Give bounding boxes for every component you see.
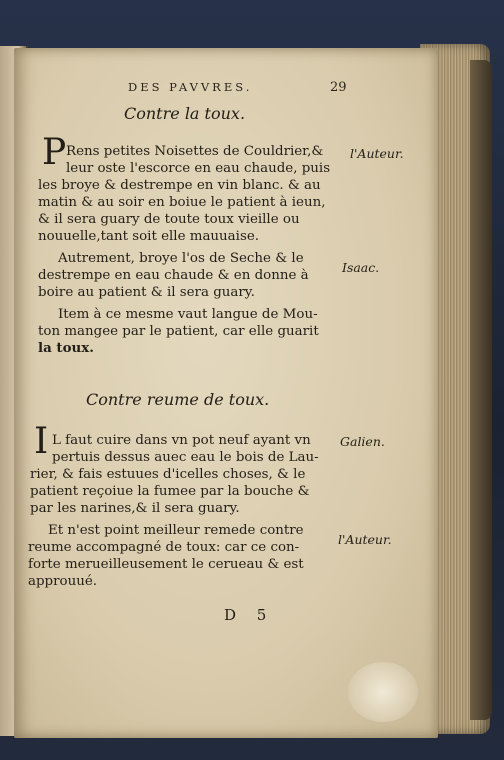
text-line: Item à ce mesme vaut langue de Mou- — [58, 307, 318, 322]
text-line: Autrement, broye l'os de Seche & le — [58, 251, 304, 266]
text-line: ton mangee par le patient, car elle guarit — [38, 324, 319, 339]
text-line: pertuis dessus auec eau le bois de Lau- — [52, 450, 319, 465]
text-line: la toux. — [38, 340, 94, 356]
margin-note: Galien. — [340, 434, 385, 449]
dropcap: P — [42, 132, 67, 173]
margin-note: l'Auteur. — [350, 146, 404, 161]
section-heading-toux: Contre la toux. — [124, 104, 246, 123]
text-line: patient reçoiue la fumee par la bouche & — [30, 484, 310, 499]
text-line: L faut cuire dans vn pot neuf ayant vn — [52, 433, 311, 448]
signature-mark: D 5 — [224, 606, 275, 624]
page-number: 29 — [330, 80, 347, 95]
text-line: Et n'est point meilleur remede contre — [48, 523, 304, 538]
text-line: destrempe en eau chaude & en donne à — [38, 268, 309, 283]
text-line: approuué. — [28, 574, 98, 589]
text-line: Rens petites Noisettes de Couldrier,& — [66, 144, 324, 159]
book-cover-edge — [470, 60, 492, 720]
text-line: rier, & fais estuues d'icelles choses, & le — [30, 467, 306, 482]
text-line: nouuelle,tant soit elle mauuaise. — [38, 229, 260, 244]
text-line: reume accompagné de toux: car ce con- — [28, 540, 300, 555]
margin-note: Isaac. — [342, 260, 380, 275]
dropcap: I — [34, 421, 49, 462]
text-line: matin & au soir en boiue le patient à ieun, — [38, 195, 326, 210]
text-line: boire au patient & il sera guary. — [38, 285, 255, 300]
margin-note: l'Auteur. — [338, 532, 392, 547]
text-line: les broye & destrempe en vin blanc. & au — [38, 178, 321, 193]
text-line: leur oste l'escorce en eau chaude, puis — [66, 161, 331, 176]
section-heading-reume: Contre reume de toux. — [86, 390, 270, 409]
text-line: par les narines,& il sera guary. — [30, 501, 240, 516]
running-title: DES PAVVRES. — [128, 80, 253, 94]
paper-stain — [348, 662, 418, 722]
text-line: forte merueilleusement le cerueau & est — [28, 557, 304, 572]
text-line: & il sera guary de toute toux vieille ou — [38, 212, 300, 227]
